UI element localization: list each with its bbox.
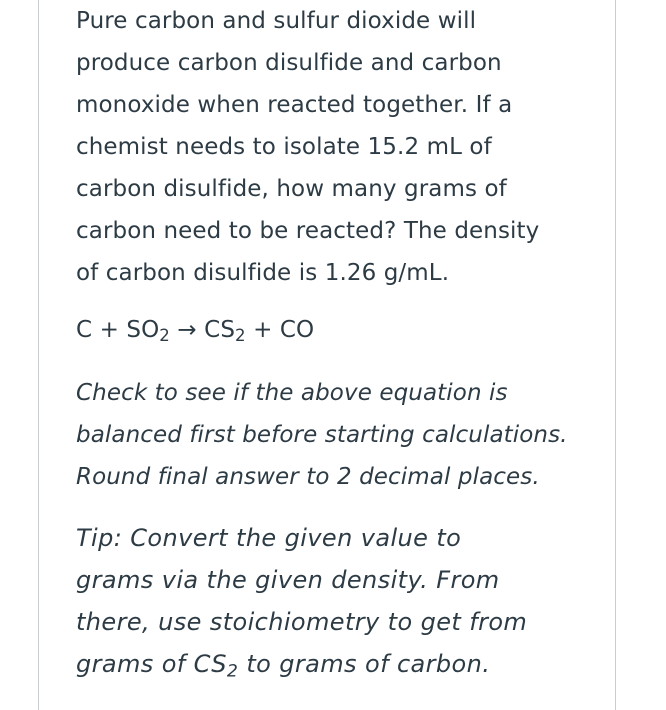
tip-line: grams via the given density. From (76, 566, 500, 594)
tip-text: grams of CS (76, 650, 227, 678)
reaction-arrow: → (177, 317, 197, 343)
instruction-line: Round final answer to 2 decimal places. (76, 464, 540, 490)
reactant-sulfur-dioxide (126, 317, 170, 346)
instruction-line: Check to see if the above equation is (76, 380, 508, 406)
instructions (76, 372, 596, 498)
problem-line: produce carbon disulfide and carbon (76, 50, 502, 76)
product-carbon-monoxide: CO (279, 317, 315, 343)
reactant-carbon: C (76, 317, 93, 343)
problem-line: monoxide when reacted together. If a (76, 92, 513, 118)
tip-line: there, use stoichiometry to get from (76, 608, 528, 636)
problem-line: Pure carbon and sulfur dioxide will (76, 8, 477, 34)
problem-line: carbon need to be reacted? The density (76, 218, 540, 244)
tip-text: to grams of carbon. (238, 650, 491, 678)
product-carbon-disulfide (204, 317, 246, 346)
tip (76, 517, 596, 685)
instruction-line: balanced first before starting calculations. (76, 422, 568, 448)
formula-subscript: 2 (159, 326, 170, 346)
formula-subscript: 2 (235, 326, 246, 346)
problem-statement (76, 0, 596, 294)
formula-base: SO (126, 317, 160, 343)
problem-line: chemist needs to isolate 15.2 mL of (76, 134, 492, 160)
plus-sign: + (99, 317, 119, 343)
tip-line: Tip: Convert the given value to (76, 524, 462, 552)
problem-line: of carbon disulfide is 1.26 g/mL. (76, 260, 450, 286)
chemical-equation (76, 309, 314, 351)
formula-base: CS (204, 317, 236, 343)
tip-line (76, 643, 596, 685)
problem-line: carbon disulfide, how many grams of (76, 176, 507, 202)
plus-sign: + (253, 317, 273, 343)
formula-subscript: 2 (226, 661, 239, 682)
